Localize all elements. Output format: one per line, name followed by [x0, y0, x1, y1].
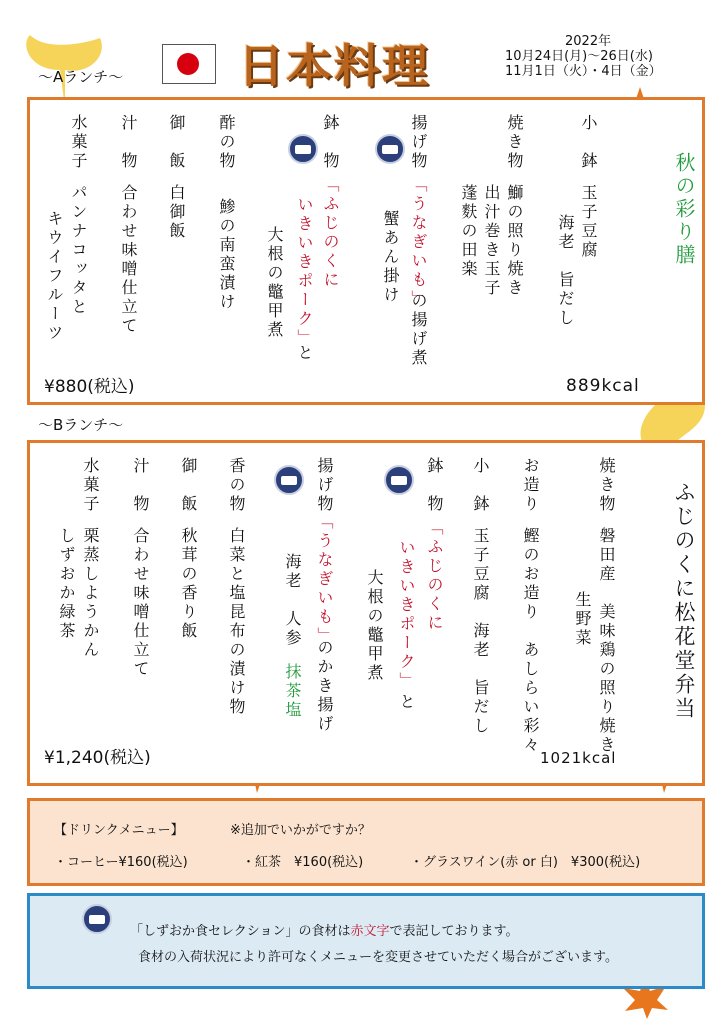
notice-text: で表記しております。 [389, 924, 519, 939]
menu-item: 白菜と塩昆布の漬け物 [227, 527, 246, 717]
menu-item: 鉢 物 [321, 114, 340, 171]
notice-box [27, 893, 705, 989]
menu-item-green: 抹茶塩 [283, 663, 302, 720]
menu-item: と [295, 344, 314, 363]
date-info [505, 34, 662, 79]
drink-prompt: ※追加でいかがですか？ [230, 823, 371, 838]
menu-item: 磐田産 美味鶏の照り焼き [597, 527, 616, 755]
menu-item-highlight: 「ふじのくに [425, 519, 444, 633]
menu-item: 生野菜 [573, 591, 592, 648]
menu-item: 合わせ味噌仕立て [131, 527, 150, 679]
menu-item-highlight: 「うなぎいも」 [409, 176, 428, 309]
menu-item: 汁 物 [119, 114, 138, 171]
menu-item: 酢の物 [217, 114, 236, 171]
shizuoka-selection-badge-icon [375, 134, 405, 164]
drink-heading: 【ドリンクメニュー】 [54, 823, 184, 838]
menu-item: 鰹のお造り あしらい彩々 [521, 527, 540, 755]
menu-item: 蟹あん掛け [381, 210, 400, 305]
menu-item: 小 鉢 [471, 457, 490, 514]
menu-item: の揚げ煮 [409, 292, 428, 368]
shizuoka-selection-badge-icon [82, 904, 112, 934]
menu-item: 海老 旨だし [556, 214, 575, 328]
drink-menu-box [27, 798, 705, 886]
menu-item: 鯵の南蛮漬け [217, 198, 236, 312]
drink-item: ・グラスワイン(赤 or 白) ¥300(税込) [410, 855, 641, 870]
lunch-b-label: 〜Bランチ〜 [38, 416, 124, 434]
lunch-a-price: ¥880(税込) [44, 377, 135, 397]
menu-item: 御 飯 [167, 114, 186, 171]
notice-red-text: 赤文字 [350, 924, 390, 939]
menu-item: しずおか緑茶 [57, 527, 76, 641]
notice-text: 「しずおか食セレクション」の食材は [130, 924, 351, 939]
menu-item: 焼き物 [597, 457, 616, 514]
menu-item: 玉子豆腐 海老 旨だし [471, 527, 490, 736]
menu-item: 水菓子 [69, 114, 88, 171]
menu-item: 水菓子 [81, 457, 100, 514]
year: 2022年 [565, 34, 612, 49]
date-line-1: 10月24日(月)〜26日(水) [505, 49, 653, 64]
menu-item: 大根の鼈甲煮 [365, 569, 384, 683]
menu-item: 香の物 [227, 457, 246, 514]
lunch-a-label: 〜Aランチ〜 [38, 68, 124, 86]
menu-item-highlight: 「うなぎいも」 [315, 513, 334, 646]
lunch-b-box [27, 440, 705, 786]
lunch-b-price: ¥1,240(税込) [44, 748, 151, 768]
menu-item: 秋茸の香り飯 [179, 527, 198, 641]
page-title: 日本料理 [238, 39, 430, 93]
menu-item: お造り [521, 457, 540, 514]
menu-item: 鉢 物 [425, 457, 444, 514]
menu-item: 揚げ物 [409, 114, 428, 171]
menu-item: パンナコッタと [69, 184, 88, 317]
menu-item-highlight: いきいきポーク」 [397, 539, 416, 691]
shizuoka-selection-badge-icon [384, 465, 414, 495]
menu-item: 御 飯 [179, 457, 198, 514]
lunch-b-kcal: 1021kcal [540, 749, 617, 767]
lunch-a-set-name: 秋の彩り膳 [672, 152, 696, 267]
date-line-2: 11月1日（火）・4日（金） [505, 64, 662, 79]
notice-line-1 [130, 920, 518, 939]
menu-item: 大根の鼈甲煮 [265, 226, 284, 340]
menu-item: 揚げ物 [315, 457, 334, 514]
shizuoka-selection-badge-icon [288, 134, 318, 164]
menu-item: 海老 人参 [283, 553, 302, 648]
shizuoka-selection-badge-icon [274, 465, 304, 495]
menu-item: 鰤の照り焼き [505, 184, 524, 298]
japan-flag-icon [162, 44, 216, 84]
menu-item: 焼き物 [505, 114, 524, 171]
menu-item: キウイフルーツ [45, 210, 64, 343]
menu-item: 蓬麩の田楽 [459, 184, 478, 279]
menu-item: 栗蒸しようかん [81, 527, 100, 660]
menu-item: 出汁巻き玉子 [482, 184, 501, 298]
menu-item: 玉子豆腐 [579, 184, 598, 260]
menu-item: と [397, 693, 416, 712]
drink-item: ・コーヒー¥160(税込) [54, 855, 188, 870]
menu-item-highlight: いきいきポーク」 [295, 196, 314, 348]
menu-item: 白御飯 [167, 184, 186, 241]
menu-item: 汁 物 [131, 457, 150, 514]
menu-item-highlight: 「ふじのくに [321, 176, 340, 290]
notice-line-2: 食材の入荷状況により許可なくメニューを変更させていただく場合がございます。 [138, 950, 618, 965]
lunch-b-set-name: ふじのくに松花堂弁当 [672, 481, 696, 721]
lunch-a-box [27, 97, 705, 405]
menu-item: 小 鉢 [579, 114, 598, 171]
lunch-a-kcal: 889kcal [566, 376, 640, 396]
menu-item: 合わせ味噌仕立て [119, 184, 138, 336]
drink-item: ・紅茶 ¥160(税込) [242, 855, 364, 870]
menu-item: のかき揚げ [315, 639, 334, 734]
